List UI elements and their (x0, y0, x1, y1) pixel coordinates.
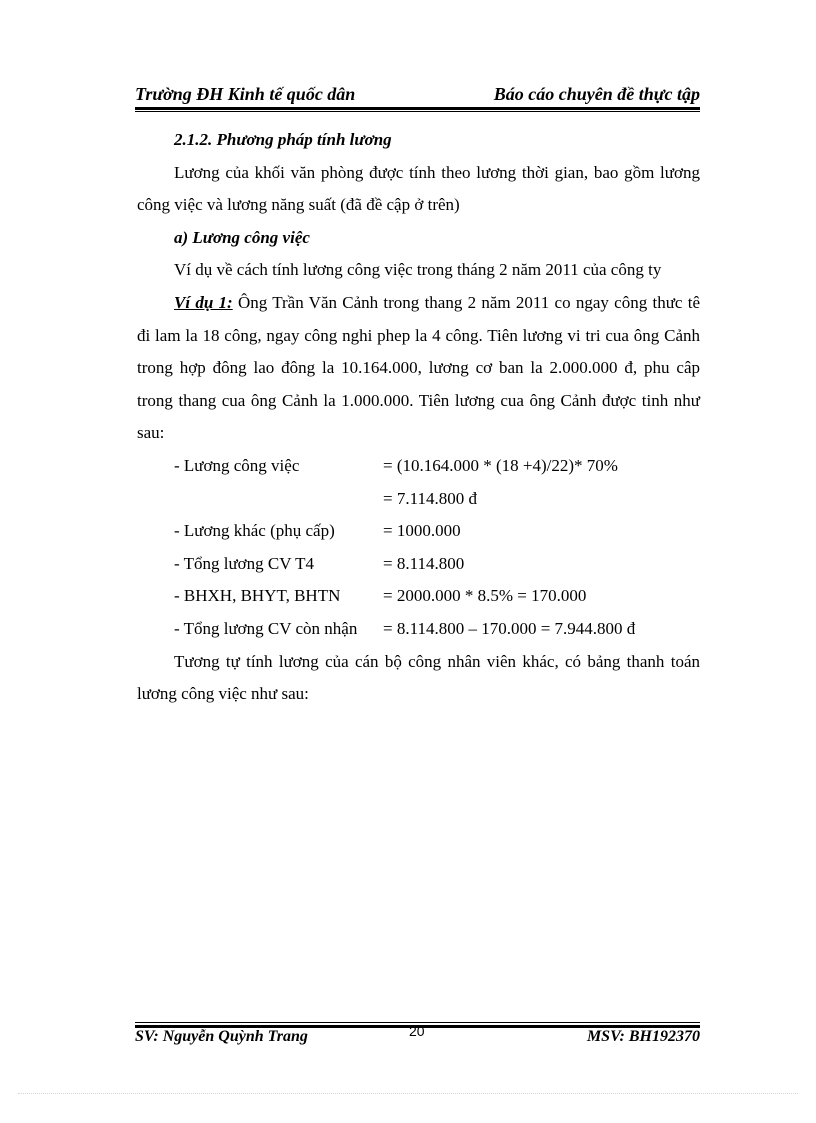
page-number: 20 (409, 1023, 425, 1039)
closing-paragraph: Tương tự tính lương của cán bộ công nhân viên khác, có bảng thanh toán lương công việc như sau: (137, 651, 700, 704)
example-intro-paragraph: Ví dụ về cách tính lương công việc trong tháng 2 năm 2011 của công ty (174, 260, 662, 280)
calc-row-allowance (137, 515, 700, 548)
calc-label: - BHXH, BHYT, BHTN (174, 586, 341, 606)
calc-value: = 2000.000 * 8.5% = 170.000 (383, 586, 587, 606)
calc-row-work-salary (137, 450, 700, 483)
example1-paragraph (137, 287, 700, 450)
header-rule-thin (135, 111, 700, 112)
example1-label: Ví dụ 1: (174, 292, 233, 312)
subsection-title: a) Lương công việc (174, 227, 310, 247)
calc-row-insurance (137, 580, 700, 613)
calc-value: = 8.114.800 (383, 553, 465, 573)
calc-label: - Tổng lương CV còn nhận (174, 618, 358, 638)
header-school-name: Trường ĐH Kinh tế quốc dân (135, 84, 356, 104)
calc-value: = 7.114.800 đ (383, 488, 477, 508)
header-report-title: Báo cáo chuyên đề thực tập (493, 84, 700, 104)
calc-label: - Lương công việc (174, 455, 300, 475)
calc-row-work-salary-result (137, 483, 700, 516)
footer-student-id: MSV: BH192370 (586, 1028, 700, 1045)
calc-label: - Tổng lương CV T4 (174, 553, 315, 573)
footer-student-name: SV: Nguyễn Quỳnh Trang (135, 1028, 308, 1045)
calc-label: - Lương khác (phụ cấp) (174, 521, 335, 541)
page-body (137, 124, 700, 711)
header-rule-thick (135, 107, 700, 110)
page-footer (135, 1023, 700, 1050)
intro-paragraph: Lương của khối văn phòng được tính theo lương thời gian, bao gồm lương công việc và lương năng suất (đã đề cập ở trên) (137, 162, 700, 215)
calc-value: = 8.114.800 – 170.000 = 7.944.800 đ (383, 618, 636, 638)
page-header (135, 84, 700, 108)
section-title: 2.1.2. Phương pháp tính lương (174, 130, 392, 149)
page-bottom-divider (18, 1093, 798, 1094)
calc-value: = 1000.000 (383, 521, 461, 541)
example1-text: Ông Trần Văn Cảnh trong thang 2 năm 2011 co ngay công thưc tê đi lam la 18 công, ngay công nghi phep la 4 công. Tiên lương vi tri cua ông Cảnh trong hợp đông lao đông la 10.164.000, lương cơ ban la 2.000.000 đ, phu câp trong thang cua ông Cảnh la 1.000.000. Tiên lương cua ông Cảnh được tinh như sau: (137, 292, 700, 443)
calc-row-total (137, 548, 700, 581)
calculation-list (137, 450, 700, 646)
calc-row-net (137, 613, 700, 646)
calc-value: = (10.164.000 * (18 +4)/22)* 70% (383, 455, 618, 475)
